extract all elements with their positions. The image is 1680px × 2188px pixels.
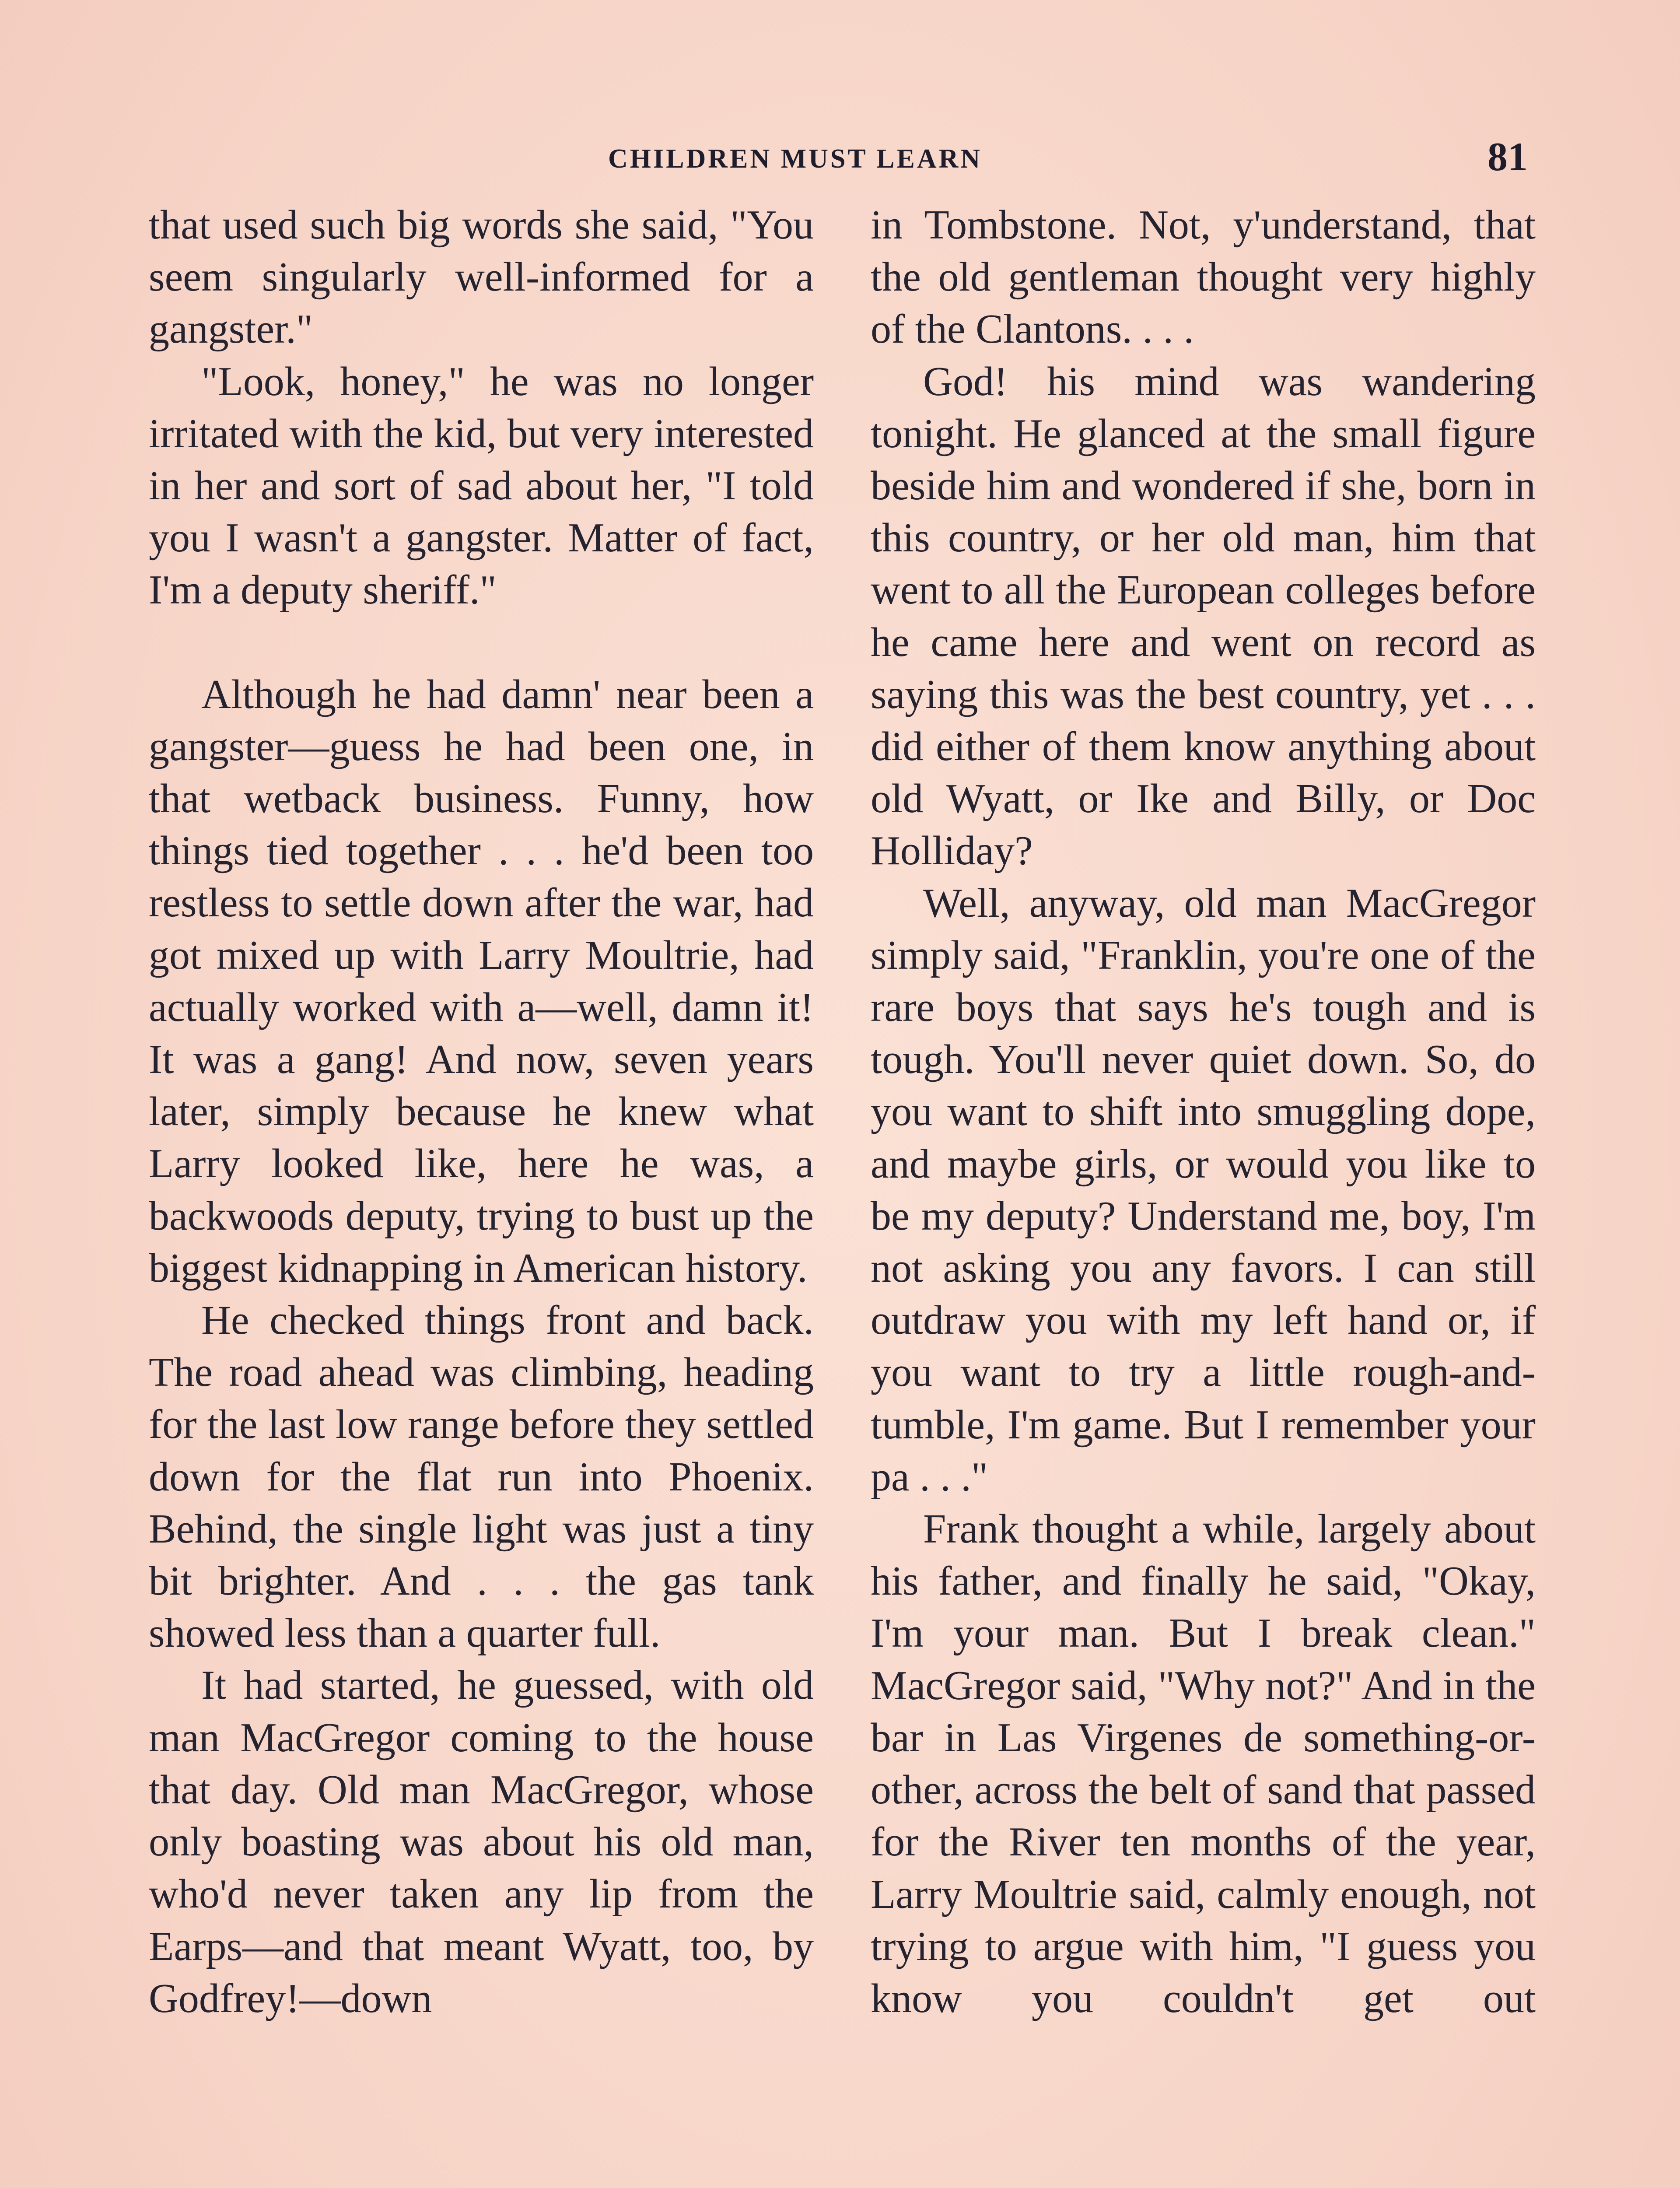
paragraph: It had started, he guessed, with old man MacGregor coming to the house that day. Old man MacGregor, whose only boasting was about his old man, who'd never taken any lip from the Earps—and that meant Wyatt, too, by Godfrey!—down xyxy=(149,1662,814,2021)
paragraph: God! his mind was wandering tonight. He glanced at the small figure beside him and wondered if she, born in this country, or her old man, him that went to all the European colleges before he came here and went on record as saying this was the best country, yet . . . did either of them know anything about old Wyatt, or Ike and Billy, or Doc Holliday? xyxy=(871,358,1536,874)
running-head xyxy=(0,134,1680,179)
paragraph: Well, anyway, old man MacGregor simply said, "Franklin, you're one of the rare boys that says he's tough and is tough. You'll never quiet down. So, do you want to shift into smuggling dope, and maybe girls, or would you like to be my deputy? Understand me, boy, I'm not asking you any favors. I can still outdraw you with my left hand or, if you want to try a little rough-and-tumble, I'm game. But I remember your pa . . ." xyxy=(871,880,1536,1500)
page-number: 81 xyxy=(1488,134,1528,179)
paragraph: "Look, honey," he was no longer irritated with the kid, but very interested in her and sort of sad about her, "I told you I wasn't a gangster. Matter of fact, I'm a deputy sheriff." xyxy=(149,358,814,613)
paragraph: that used such big words she said, "You seem singularly well-informed for a gangster." xyxy=(149,202,814,352)
running-title: CHILDREN MUST LEARN xyxy=(608,144,983,174)
right-column xyxy=(871,199,1536,2025)
paragraph: Frank thought a while, largely about his father, and finally he said, "Okay, I'm your man. But I break clean." MacGregor said, "Why not?" And in the bar in Las Virgenes de something-or-other, across the belt of sand that passed for the River ten months of the year, Larry Moultrie said, calmly enough, not trying to argue with him, "I guess you know you couldn't get out xyxy=(871,1506,1536,2021)
paragraph: He checked things front and back. The road ahead was climbing, heading for the last low range before they settled down for the flat run into Phoenix. Behind, the single light was just a tiny bit brighter. And . . . the gas tank showed less than a quarter full. xyxy=(149,1297,814,1656)
paragraph: in Tombstone. Not, y'understand, that the old gentleman thought very highly of the Clantons. . . . xyxy=(871,202,1536,352)
paragraph: Although he had damn' near been a gangster—guess he had been one, in that wetback business. Funny, how things tied together . . . he'd been too restless to settle down after the war, had got mixed up with Larry Moultrie, had actually worked with a—well, damn it! It was a gang! And now, seven years later, simply because he knew what Larry looked like, here he was, a backwoods deputy, trying to bust up the biggest kidnapping in American history. xyxy=(149,671,814,1291)
left-column xyxy=(149,199,814,2025)
